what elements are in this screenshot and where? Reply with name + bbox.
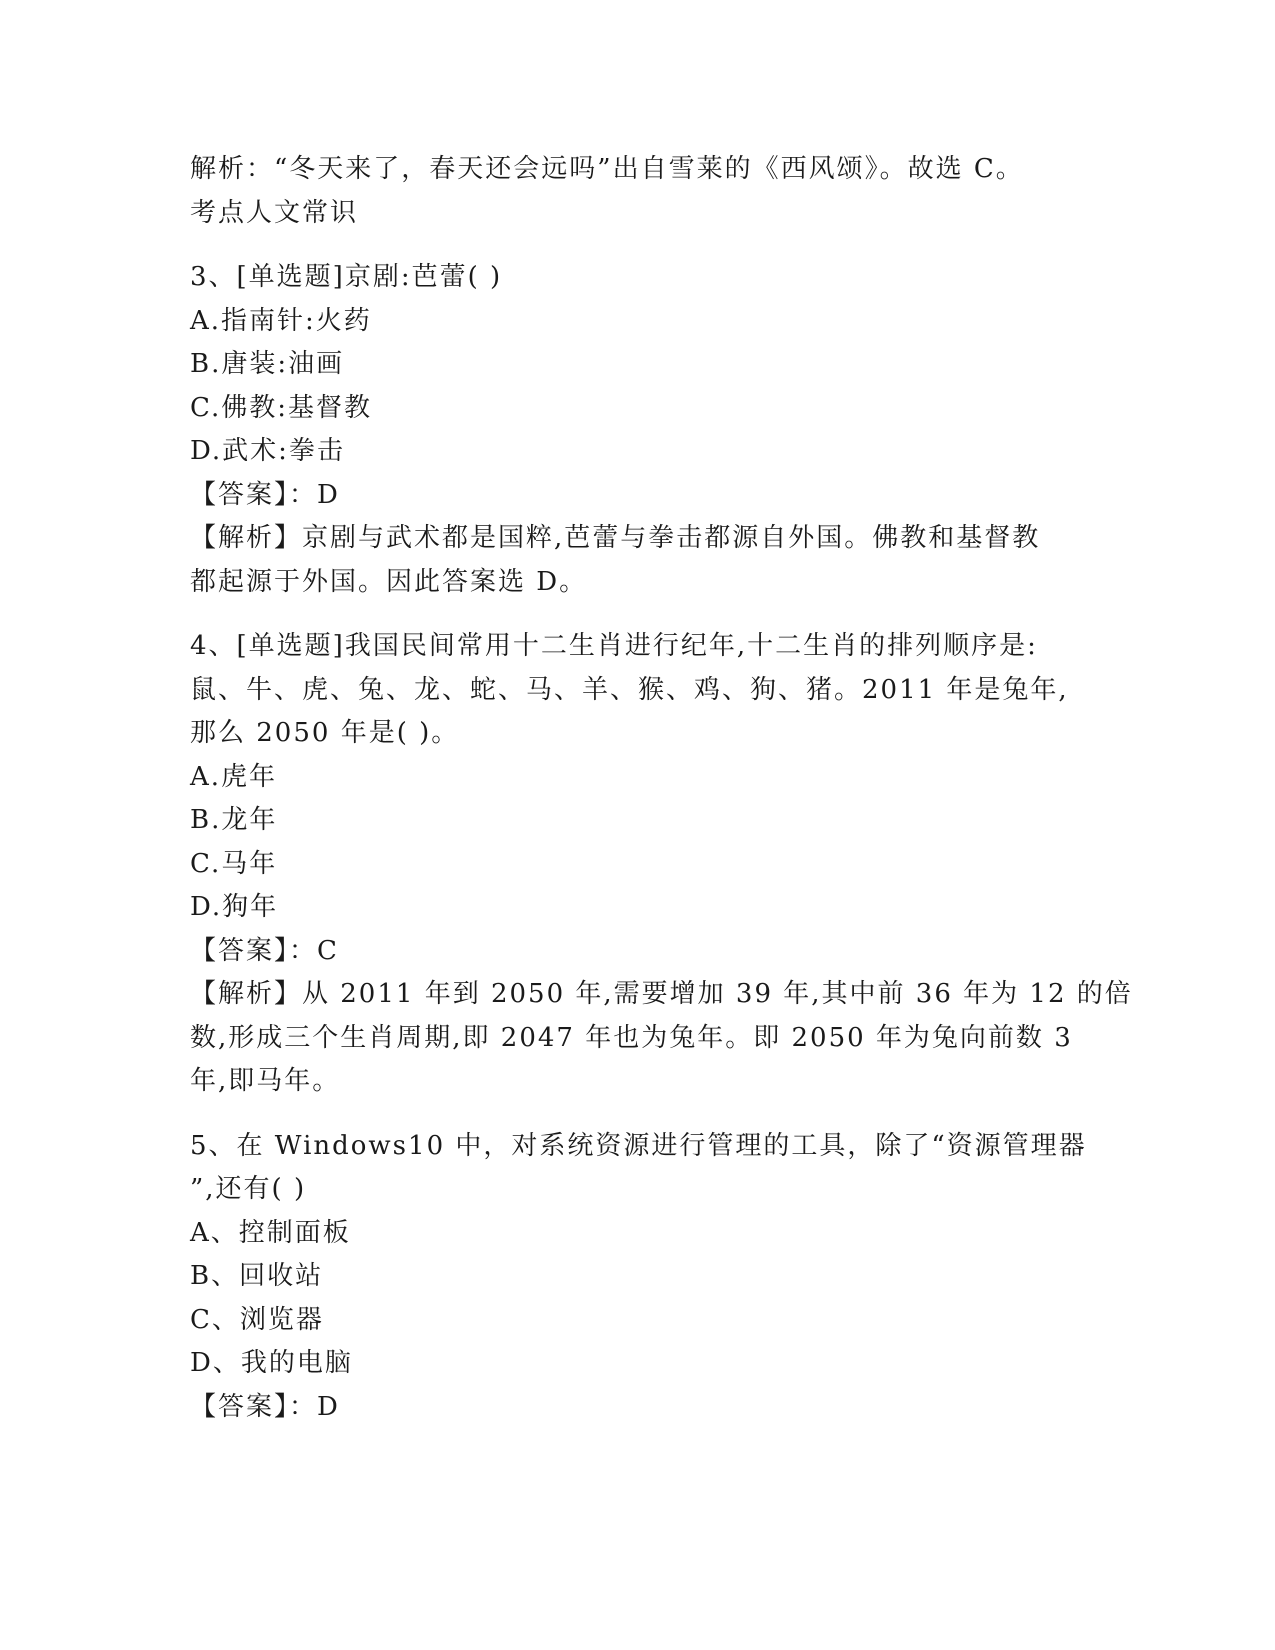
q3-answer: 【答案】：D [190, 479, 340, 510]
document-content [190, 148, 1133, 1429]
q5-answer: 【答案】：D [190, 1391, 340, 1422]
q2-explanation-line: 解析：“冬天来了，春天还会远吗”出自雪莱的《西风颂》。故选 C。 [190, 154, 1024, 184]
paragraph-gap [190, 604, 1090, 625]
q5-option-b: B、回收站 [190, 1261, 324, 1291]
q5-option-c: C、浏览器 [190, 1304, 324, 1335]
paragraph-gap [190, 1104, 1090, 1125]
q2-explanation-line: 考点人文常识 [190, 197, 359, 228]
q3-explanation-line: 都起源于外国。因此答案选 D。 [190, 566, 588, 597]
q3-option-c: C.佛教:基督教 [190, 392, 372, 423]
paragraph-gap [190, 235, 1090, 256]
q4-option-d: D.狗年 [190, 892, 279, 922]
q3-option-b: B.唐装:油画 [190, 349, 345, 379]
q5-option-a: A、控制面板 [190, 1217, 351, 1248]
q4-stem-line: 鼠、牛、虎、兔、龙、蛇、马、羊、猴、鸡、狗、猪。2011 年是兔年, [190, 674, 1069, 705]
q3-explanation-line: 【解析】京剧与武术都是国粹,芭蕾与拳击都源自外国。佛教和基督教 [190, 523, 1041, 553]
q4-explanation-line: 年,即马年。 [190, 1066, 341, 1096]
q4-answer: 【答案】：C [190, 935, 339, 966]
q3-stem: 3、[单选题]京剧:芭蕾( ) [190, 262, 503, 292]
q4-stem-line: 4、[单选题]我国民间常用十二生肖进行纪年,十二生肖的排列顺序是: [190, 631, 1038, 661]
q4-option-c: C.马年 [190, 848, 278, 879]
q5-option-d: D、我的电脑 [190, 1348, 353, 1378]
q3-option-d: D.武术:拳击 [190, 436, 345, 466]
q5-stem-line: ”,还有( ) [190, 1174, 307, 1204]
q4-explanation-line: 数,形成三个生肖周期,即 2047 年也为兔年。即 2050 年为兔向前数 3 [190, 1022, 1073, 1053]
q4-option-a: A.虎年 [190, 761, 278, 792]
q4-explanation-line: 【解析】从 2011 年到 2050 年,需要增加 39 年,其中前 36 年为 12 的倍 [190, 979, 1133, 1009]
q5-stem-line: 5、在 Windows10 中，对系统资源进行管理的工具，除了“资源管理器 [190, 1130, 1087, 1161]
q3-option-a: A.指南针:火药 [190, 305, 372, 336]
q4-stem-line: 那么 2050 年是( )。 [190, 718, 460, 748]
q4-option-b: B.龙年 [190, 805, 278, 835]
